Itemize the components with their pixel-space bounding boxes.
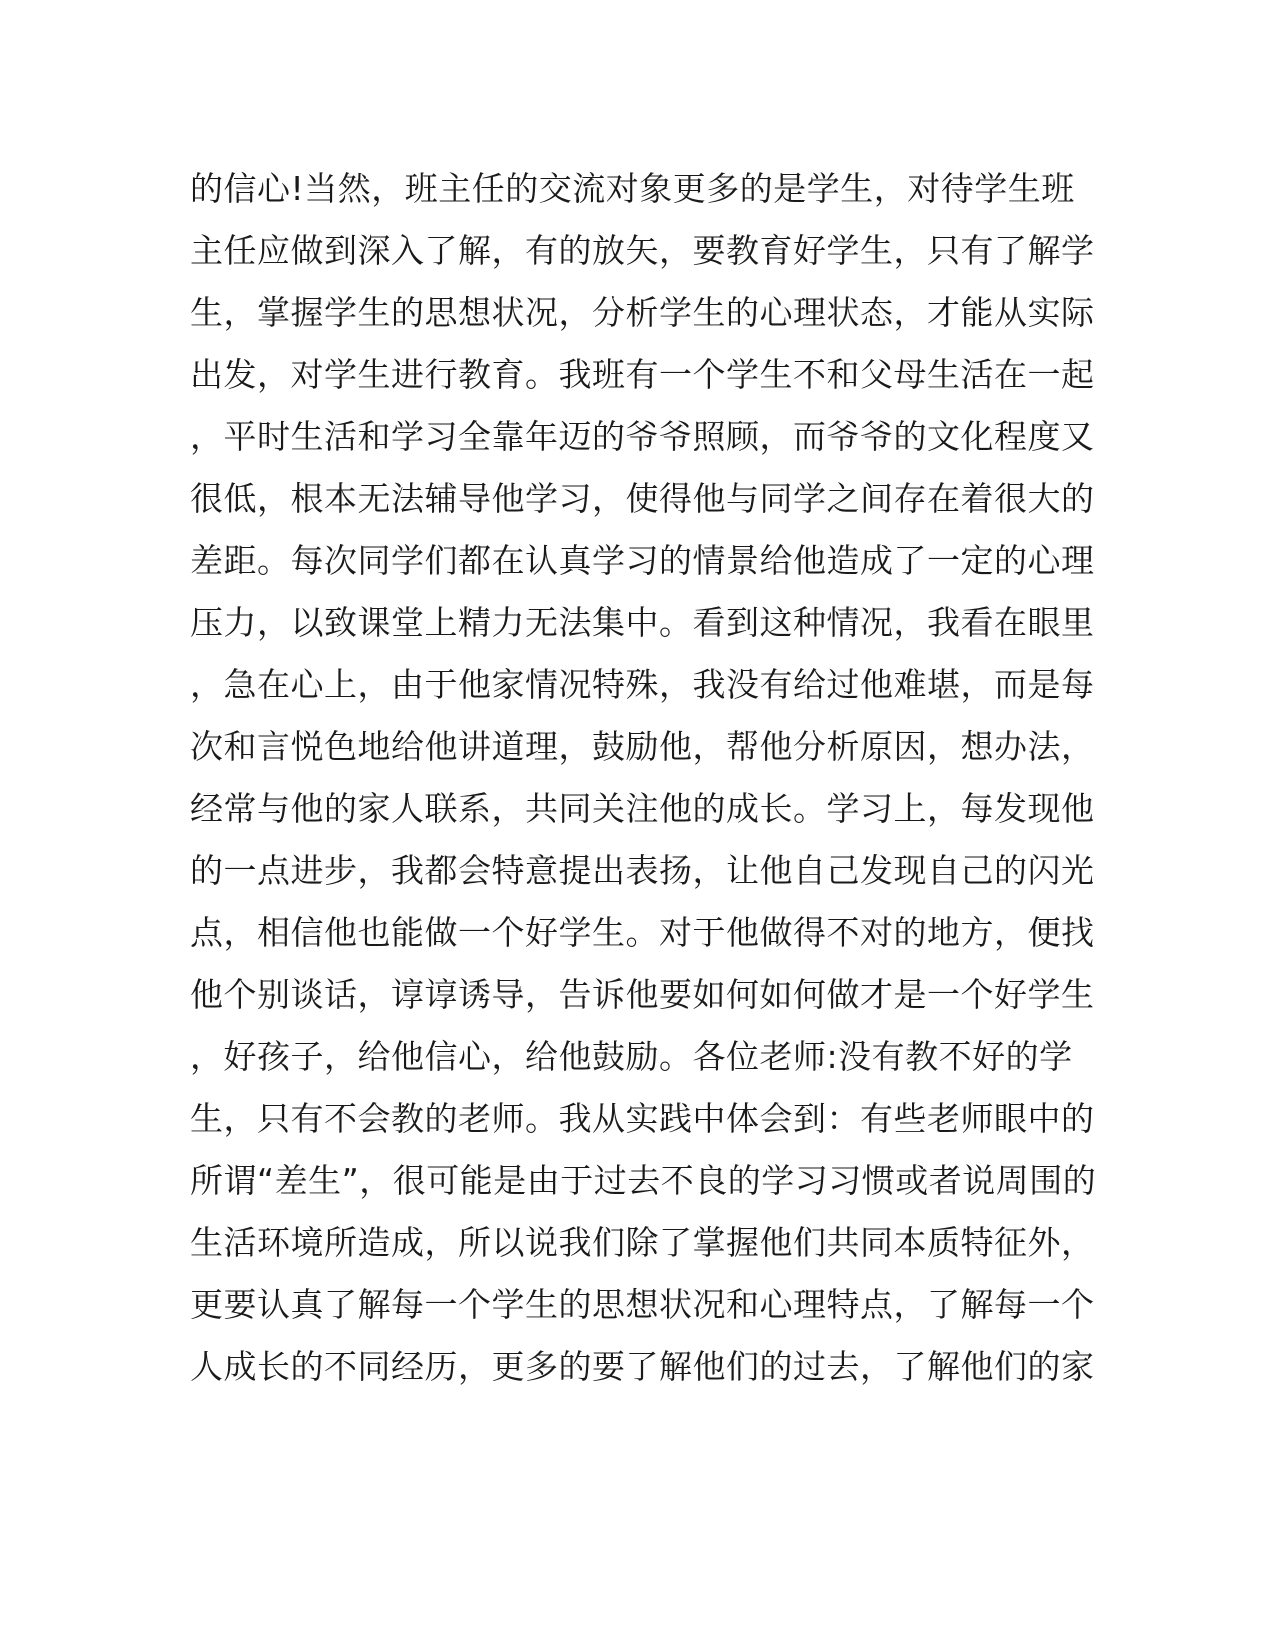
text-line: 差距。每次同学们都在认真学习的情景给他造成了一定的心理 bbox=[190, 541, 1095, 580]
text-line: 出发，对学生进行教育。我班有一个学生不和父母生活在一起 bbox=[190, 355, 1095, 394]
text-line: 生，只有不会教的老师。我从实践中体会到：有些老师眼中的 bbox=[190, 1099, 1095, 1138]
text-line: 次和言悦色地给他讲道理，鼓励他，帮他分析原因，想办法， bbox=[190, 727, 1095, 766]
text-line: ，急在心上，由于他家情况特殊，我没有给过他难堪，而是每 bbox=[190, 665, 1095, 704]
body-text bbox=[190, 158, 1097, 1398]
text-line: 主任应做到深入了解，有的放矢，要教育好学生，只有了解学 bbox=[190, 231, 1095, 270]
text-line: 生活环境所造成，所以说我们除了掌握他们共同本质特征外， bbox=[190, 1223, 1095, 1262]
text-line: 所谓“差生”，很可能是由于过去不良的学习习惯或者说周围的 bbox=[190, 1161, 1097, 1200]
text-line: 的信心!当然，班主任的交流对象更多的是学生，对待学生班 bbox=[190, 169, 1075, 208]
text-line: 更要认真了解每一个学生的思想状况和心理特点，了解每一个 bbox=[190, 1285, 1095, 1324]
text-line: 的一点进步，我都会特意提出表扬，让他自己发现自己的闪光 bbox=[190, 851, 1095, 890]
text-line: ，平时生活和学习全靠年迈的爷爷照顾，而爷爷的文化程度又 bbox=[190, 417, 1095, 456]
text-line: 压力，以致课堂上精力无法集中。看到这种情况，我看在眼里 bbox=[190, 603, 1095, 642]
text-line: 生，掌握学生的思想状况，分析学生的心理状态，才能从实际 bbox=[190, 293, 1095, 332]
text-line: 点，相信他也能做一个好学生。对于他做得不对的地方，便找 bbox=[190, 913, 1095, 952]
text-line: 很低，根本无法辅导他学习，使得他与同学之间存在着很大的 bbox=[190, 479, 1095, 518]
text-line: 人成长的不同经历，更多的要了解他们的过去，了解他们的家 bbox=[190, 1347, 1095, 1386]
text-line: ，好孩子，给他信心，给他鼓励。各位老师:没有教不好的学 bbox=[190, 1037, 1073, 1076]
text-line: 他个别谈话，谆谆诱导，告诉他要如何如何做才是一个好学生 bbox=[190, 975, 1095, 1014]
text-line: 经常与他的家人联系，共同关注他的成长。学习上，每发现他 bbox=[190, 789, 1095, 828]
